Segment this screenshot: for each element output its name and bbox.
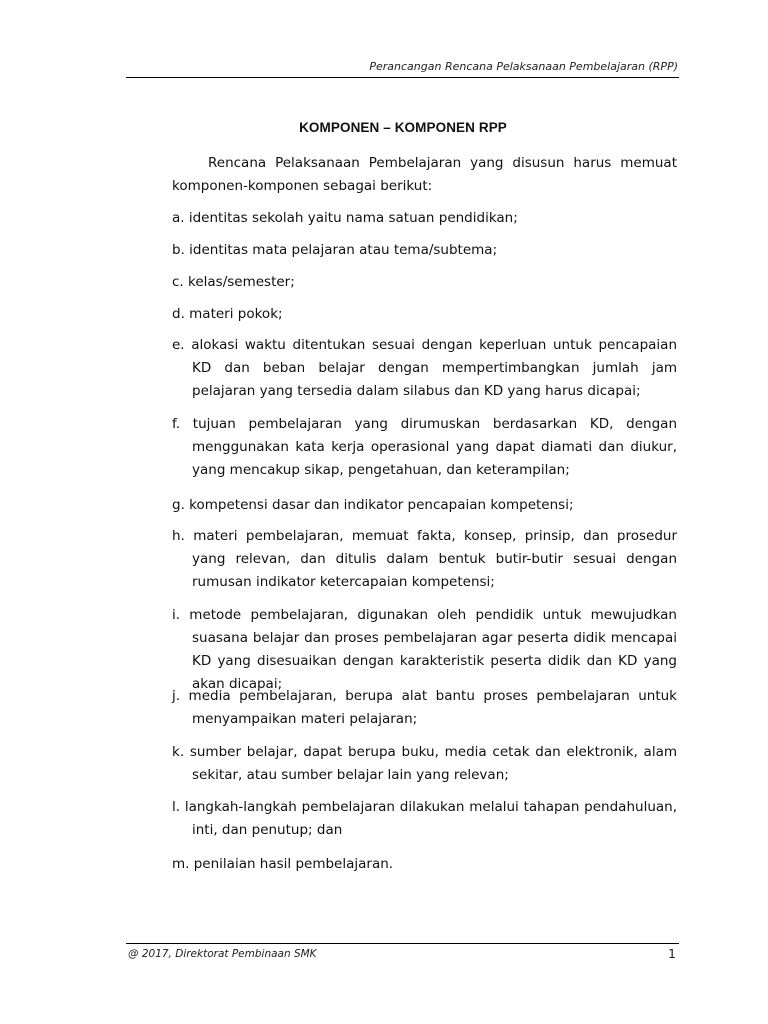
page-title: KOMPONEN – KOMPONEN RPP — [299, 120, 507, 135]
list-item-j — [172, 685, 677, 731]
list-item-c — [172, 271, 677, 294]
list-item-text: j. media pembelajaran, berupa alat bantu proses pembelajaran untuk menyampaikan materi pelajaran; — [172, 688, 677, 727]
header-divider — [126, 77, 679, 78]
list-item-d — [172, 303, 677, 326]
list-item-text: b. identitas mata pelajaran atau tema/subtema; — [172, 242, 498, 258]
list-item-h — [172, 525, 677, 594]
list-item-text: c. kelas/semester; — [172, 274, 295, 290]
list-item-b — [172, 239, 677, 262]
list-item-text: a. identitas sekolah yaitu nama satuan pendidikan; — [172, 210, 518, 226]
list-item-text: f. tujuan pembelajaran yang dirumuskan berdasarkan KD, dengan menggunakan kata kerja operasional yang dapat diamati dan diukur, yang mencakup sikap, pengetahuan, dan keterampilan; — [172, 416, 677, 478]
page-number: 1 — [668, 946, 676, 961]
list-item-text: i. metode pembelajaran, digunakan oleh pendidik untuk mewujudkan suasana belajar dan proses pembelajaran agar peserta didik mencapai KD yang disesuaikan dengan karakteristik peserta didik dan KD yang akan dicapai; — [172, 607, 677, 692]
list-item-l — [172, 796, 677, 842]
footer-copyright: @ 2017, Direktorat Pembinaan SMK — [128, 948, 317, 960]
list-item-text: d. materi pokok; — [172, 306, 283, 322]
footer-divider — [126, 943, 679, 944]
intro-paragraph: Rencana Pelaksanaan Pembelajaran yang disusun harus memuat komponen-komponen sebagai berikut: — [172, 155, 677, 194]
list-item-g — [172, 494, 677, 517]
list-item-text: m. penilaian hasil pembelajaran. — [172, 856, 394, 872]
list-item-f — [172, 413, 677, 482]
list-item-i — [172, 604, 677, 696]
list-item-m — [172, 853, 677, 876]
list-item-a — [172, 207, 677, 230]
list-item-text: k. sumber belajar, dapat berupa buku, media cetak dan elektronik, alam sekitar, atau sumber belajar lain yang relevan; — [172, 744, 677, 783]
list-item-e — [172, 334, 677, 403]
list-item-text: h. materi pembelajaran, memuat fakta, konsep, prinsip, dan prosedur yang relevan, dan ditulis dalam bentuk butir-butir sesuai dengan rumusan indikator ketercapaian kompetensi; — [172, 528, 677, 590]
list-item-k — [172, 741, 677, 787]
running-header: Perancangan Rencana Pelaksanaan Pembelajaran (RPP) — [369, 60, 678, 73]
list-item-text: g. kompetensi dasar dan indikator pencapaian kompetensi; — [172, 497, 574, 513]
list-item-text: e. alokasi waktu ditentukan sesuai dengan keperluan untuk pencapaian KD dan beban belajar dengan mempertimbangkan jumlah jam pelajaran yang tersedia dalam silabus dan KD yang harus dicapai; — [172, 337, 677, 399]
list-item-text: l. langkah-langkah pembelajaran dilakukan melalui tahapan pendahuluan, inti, dan penutup; dan — [172, 799, 677, 838]
